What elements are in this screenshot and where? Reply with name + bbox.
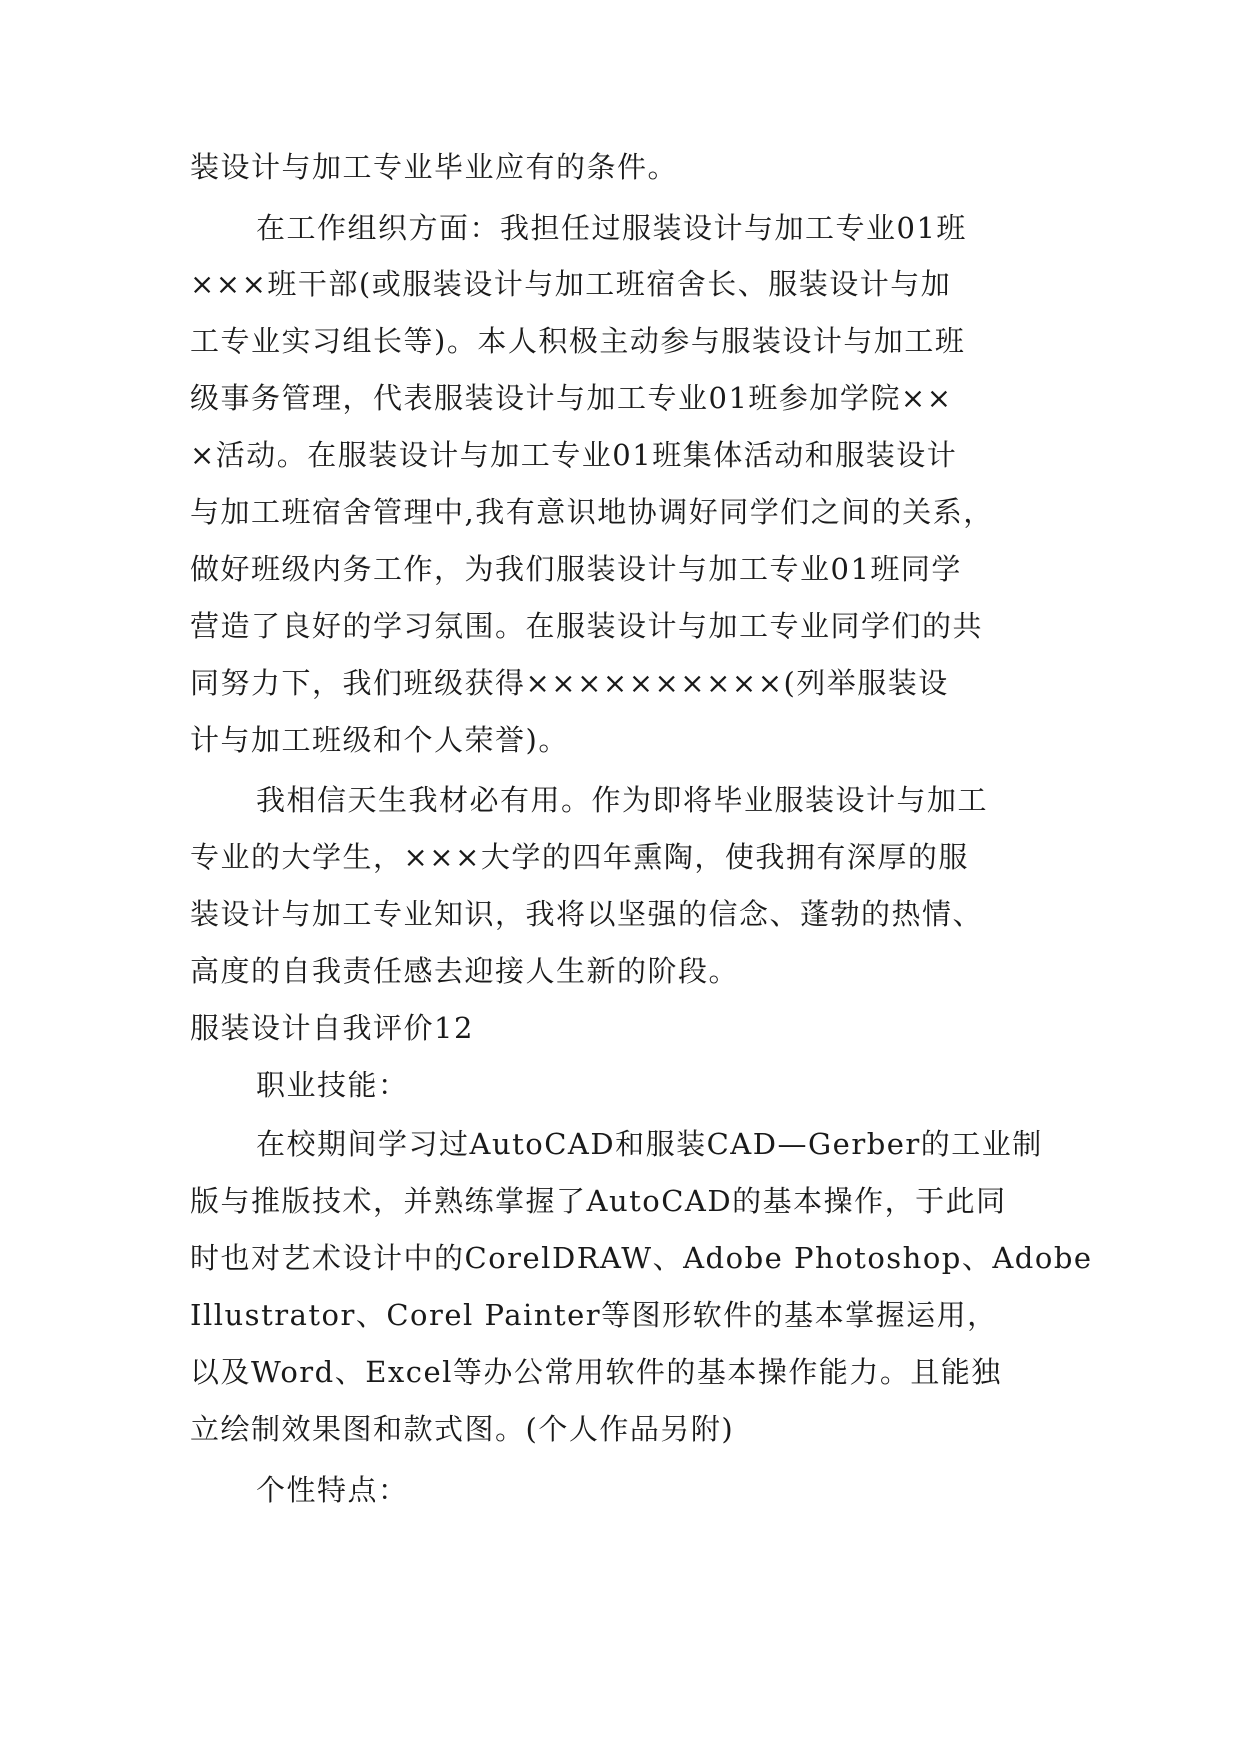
paragraph-line: 营造了良好的学习氛围。在服装设计与加工专业同学们的共 xyxy=(190,609,984,643)
paragraph-line: 以及Word、Excel等办公常用软件的基本操作能力。且能独 xyxy=(190,1355,1002,1389)
subheading: 个性特点： xyxy=(256,1473,409,1507)
paragraph-line: 版与推版技术，并熟练掌握了AutoCAD的基本操作，于此同 xyxy=(190,1184,1007,1218)
paragraph-line: 计与加工班级和个人荣誉)。 xyxy=(190,723,569,757)
paragraph-line: 专业的大学生，×××大学的四年熏陶，使我拥有深厚的服 xyxy=(190,840,969,874)
paragraph-line: Illustrator、Corel Painter等图形软件的基本掌握运用， xyxy=(190,1298,998,1332)
paragraph-line: 级事务管理，代表服装设计与加工专业01班参加学院×× xyxy=(190,381,953,415)
paragraph-line: 装设计与加工专业知识，我将以坚强的信念、蓬勃的热情、 xyxy=(190,897,984,931)
paragraph-line: ×××班干部(或服装设计与加工班宿舍长、服装设计与加 xyxy=(190,267,952,301)
paragraph-line: 装设计与加工专业毕业应有的条件。 xyxy=(190,150,679,184)
paragraph-line: ×活动。在服装设计与加工专业01班集体活动和服装设计 xyxy=(190,438,958,472)
paragraph-line: 时也对艺术设计中的CorelDRAW、Adobe Photoshop、Adobe xyxy=(190,1241,1093,1275)
paragraph-line: 高度的自我责任感去迎接人生新的阶段。 xyxy=(190,954,740,988)
paragraph-line: 立绘制效果图和款式图。(个人作品另附) xyxy=(190,1412,735,1446)
paragraph-line: 在校期间学习过AutoCAD和服装CAD—Gerber的工业制 xyxy=(256,1127,1043,1161)
paragraph-line: 同努力下，我们班级获得××××××××××(列举服装设 xyxy=(190,666,949,700)
paragraph-line: 与加工班宿舍管理中,我有意识地协调好同学们之间的关系， xyxy=(190,495,994,529)
paragraph-line: 做好班级内务工作，为我们服装设计与加工专业01班同学 xyxy=(190,552,962,586)
subheading: 职业技能： xyxy=(256,1068,409,1102)
section-heading: 服装设计自我评价12 xyxy=(190,1011,474,1045)
paragraph-line: 工专业实习组长等)。本人积极主动参与服装设计与加工班 xyxy=(190,324,966,358)
paragraph-line: 在工作组织方面：我担任过服装设计与加工专业01班 xyxy=(256,211,967,245)
paragraph-line: 我相信天生我材必有用。作为即将毕业服装设计与加工 xyxy=(256,783,989,817)
